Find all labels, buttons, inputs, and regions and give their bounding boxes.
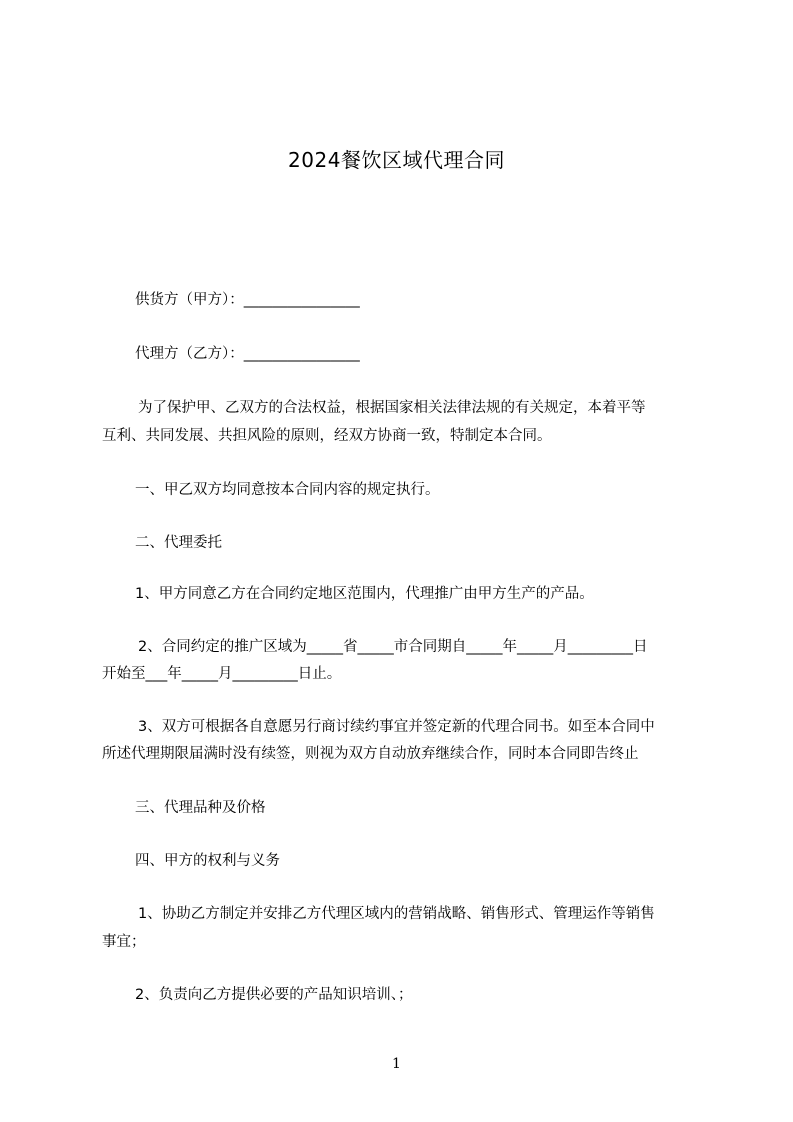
clause-2-heading: 二、代理委托 xyxy=(135,535,222,551)
clause-1: 一、甲乙双方均同意按本合同内容的规定执行。 xyxy=(135,482,440,498)
clause-4-heading: 四、甲方的权利与义务 xyxy=(135,853,280,869)
clause-4-item-2: 2、负责向乙方提供必要的产品知识培训、； xyxy=(135,987,413,1003)
clause-4-item-1-line-1: 1、协助乙方制定并安排乙方代理区域内的营销战略、销售形式、管理运作等销售 xyxy=(138,906,655,922)
preamble-line-2: 互利、共同发展、共担风险的原则，经双方协商一致，特制定本合同。 xyxy=(102,428,552,444)
page-number: 1 xyxy=(392,1056,401,1072)
preamble-line-1: 为了保护甲、乙双方的合法权益，根据国家相关法律法规的有关规定，本着平等 xyxy=(138,400,646,416)
clause-3-heading: 三、代理品种及价格 xyxy=(135,800,266,816)
clause-2-item-1: 1、甲方同意乙方在合同约定地区范围内，代理推广由甲方生产的产品。 xyxy=(135,586,594,602)
clause-2-item-2-line-1: 2、合同约定的推广区域为_____省_____市合同期自_____年_____月_________日 xyxy=(138,639,648,655)
document-title: 2024餐饮区域代理合同 xyxy=(288,148,505,172)
clause-4-item-1-line-2: 事宜； xyxy=(102,934,146,950)
clause-2-item-3-line-2: 所述代理期限届满时没有续签，则视为双方自动放弃继续合作，同时本合同即告终止 xyxy=(102,746,639,762)
party-b-line: 代理方（乙方）：________________ xyxy=(135,346,360,362)
party-a-line: 供货方（甲方）：________________ xyxy=(135,292,360,308)
clause-2-item-3-line-1: 3、双方可根据各自意愿另行商讨续约事宜并签定新的代理合同书。如至本合同中 xyxy=(138,719,655,735)
clause-2-item-2-line-2: 开始至___年_____月_________日止。 xyxy=(102,666,342,682)
